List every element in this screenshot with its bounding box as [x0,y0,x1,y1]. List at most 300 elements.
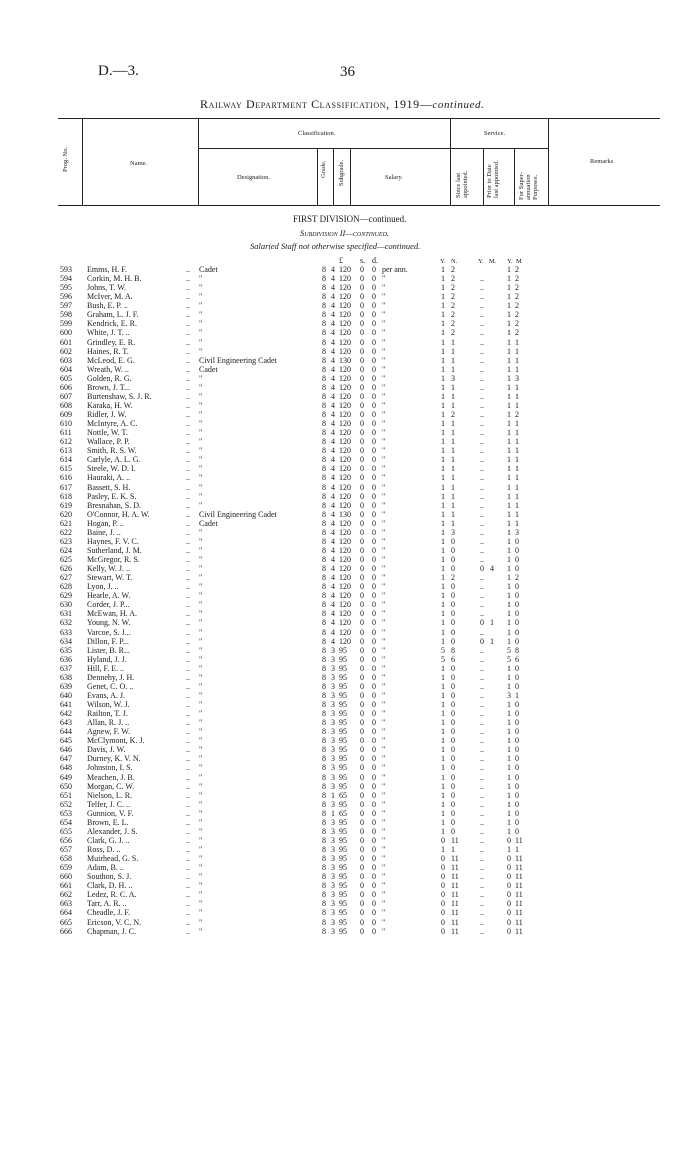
cell-prior-years: .. [480,437,484,447]
cell-prog-no: 639 [60,681,72,691]
cell-name: Nielson, L. R. [87,790,133,800]
cell-salary-shillings: 0 [360,591,364,601]
cell-salary-shillings: 0 [360,772,364,782]
cell-salary-period: " [382,391,386,401]
cell-subgrade: 4 [331,355,335,365]
table-row [60,274,660,283]
cell-salary-pounds: 120 [339,410,351,419]
cell-prior-years: .. [480,455,484,465]
cell-prior-years: .. [480,600,484,610]
cell-prog-no: 622 [60,527,72,537]
cell-grade: 8 [322,926,326,936]
cell-super-months: 2 [515,410,519,419]
cell-subgrade: 3 [331,863,335,873]
cell-grade: 8 [322,419,326,429]
cell-since-months: 0 [451,763,455,773]
cell-designation: " [199,410,203,419]
leader-dots: .. [186,645,190,655]
cell-salary-pounds: 95 [339,745,347,755]
leader-dots: .. [186,428,190,438]
cell-super-years: 1 [507,545,511,555]
cell-salary-shillings: 0 [360,283,364,293]
cell-salary-period: " [382,681,386,691]
cell-since-months: 1 [451,518,455,528]
cell-super-years: 3 [507,690,511,700]
cell-salary-pence: 0 [372,310,376,320]
cell-prior-years: .. [480,790,484,800]
cell-since-years: 1 [441,292,445,302]
cell-subgrade: 3 [331,926,335,936]
cell-grade: 8 [322,817,326,827]
cell-designation: Cadet [199,265,218,274]
cell-prior-years: .. [480,428,484,438]
leader-dots: .. [186,337,190,347]
cell-super-years: 1 [507,373,511,383]
cell-super-years: 1 [507,745,511,755]
cell-prog-no: 624 [60,545,72,555]
cell-grade: 8 [322,337,326,347]
cell-super-months: 1 [515,400,519,410]
cell-salary-pounds: 120 [339,419,351,429]
cell-salary-period: " [382,781,386,791]
cell-since-years: 1 [441,446,445,456]
cell-since-years: 1 [441,555,445,564]
table-row [60,383,660,392]
cell-super-years: 1 [507,790,511,800]
cell-salary-pence: 0 [372,346,376,356]
cell-name: Morgan, C. W. [87,781,135,791]
cell-grade: 8 [322,455,326,465]
cell-designation: " [199,373,203,383]
table-row [60,428,660,437]
cell-salary-period: " [382,863,386,873]
cell-super-months: 0 [515,718,519,728]
cell-salary-shillings: 0 [360,509,364,519]
cell-salary-pence: 0 [372,863,376,873]
cell-prog-no: 642 [60,709,72,719]
cell-since-months: 11 [451,881,459,891]
cell-salary-period: " [382,373,386,383]
cell-since-years: 1 [441,845,445,854]
cell-designation: " [199,455,203,465]
cell-subgrade: 4 [331,301,335,311]
leader-dots: .. [186,301,190,311]
cell-subgrade: 4 [331,283,335,293]
cell-super-months: 0 [515,536,519,546]
cell-prog-no: 641 [60,700,72,709]
cell-since-years: 1 [441,500,445,510]
cell-designation: " [199,754,203,764]
header-since-last: Since last appointed. [455,170,469,198]
cell-since-months: 0 [451,700,455,709]
cell-super-months: 8 [515,645,519,655]
cell-name: Ridler, J. W. [87,410,127,419]
cell-grade: 8 [322,636,326,646]
leader-dots: .. [186,618,190,628]
cell-grade: 8 [322,364,326,374]
cell-grade: 8 [322,863,326,873]
cell-salary-shillings: 0 [360,672,364,682]
cell-grade: 8 [322,672,326,682]
cell-subgrade: 4 [331,500,335,510]
cell-salary-pounds: 120 [339,400,351,410]
cell-salary-period: " [382,355,386,365]
cell-super-months: 1 [515,419,519,429]
cell-prog-no: 595 [60,283,72,293]
cell-prior-years: .. [480,745,484,755]
cell-subgrade: 4 [331,419,335,429]
cell-salary-shillings: 0 [360,391,364,401]
cell-subgrade: 4 [331,410,335,419]
unit-m3: M [516,258,522,265]
cell-since-months: 11 [451,872,459,882]
cell-salary-period: " [382,700,386,709]
cell-name: Haines, R. T. [87,346,129,356]
cell-salary-period: " [382,790,386,800]
table-row [60,374,660,383]
cell-salary-shillings: 0 [360,781,364,791]
cell-since-years: 1 [441,491,445,501]
cell-designation: " [199,745,203,755]
cell-salary-pounds: 95 [339,845,347,854]
cell-designation: " [199,736,203,746]
cell-grade: 8 [322,808,326,818]
cell-prior-months: 1 [490,618,494,628]
cell-since-years: 1 [441,663,445,673]
cell-name: Emms, H. F. [87,265,128,274]
cell-salary-shillings: 0 [360,636,364,646]
cell-since-years: 1 [441,826,445,836]
cell-prior-years: .. [480,491,484,501]
cell-super-years: 0 [507,863,511,873]
cell-salary-shillings: 0 [360,500,364,510]
leader-dots: .. [186,609,190,619]
header-prog-no: Prog. No. [62,146,69,172]
leader-dots: .. [186,555,190,564]
cell-since-months: 11 [451,899,459,909]
cell-designation: " [199,573,203,583]
cell-salary-pence: 0 [372,373,376,383]
cell-name: Cheadle, J. F. [87,908,131,918]
cell-prior-years: .. [480,545,484,555]
cell-designation: " [199,781,203,791]
cell-designation: Cadet [199,518,218,528]
staff-table-body [60,265,660,936]
cell-salary-pence: 0 [372,854,376,864]
cell-salary-period: " [382,872,386,882]
header-designation: Designation. [237,174,271,181]
leader-dots: .. [186,582,190,592]
table-row [60,301,660,310]
cell-salary-period: " [382,328,386,338]
cell-prog-no: 660 [60,872,72,882]
cell-prior-years: .. [480,301,484,311]
cell-prior-years: .. [480,899,484,909]
cell-salary-pence: 0 [372,265,376,274]
cell-salary-pounds: 120 [339,536,351,546]
cell-salary-shillings: 0 [360,790,364,800]
cell-grade: 8 [322,437,326,447]
cell-salary-period: " [382,899,386,909]
cell-subgrade: 4 [331,400,335,410]
table-row [60,546,660,555]
cell-designation: " [199,872,203,882]
cell-grade: 8 [322,428,326,438]
cell-super-months: 1 [515,464,519,474]
cell-prior-years: .. [480,328,484,338]
cell-salary-pounds: 95 [339,899,347,909]
cell-grade: 8 [322,265,326,274]
cell-salary-period: " [382,382,386,392]
leader-dots: .. [186,482,190,492]
cell-name: Johnston, I. S. [87,763,133,773]
table-row [60,537,660,546]
cell-salary-period: " [382,881,386,891]
cell-since-years: 5 [441,654,445,664]
cell-super-years: 1 [507,826,511,836]
unit-pence: d. [372,256,378,265]
cell-designation: " [199,545,203,555]
cell-salary-pounds: 120 [339,600,351,610]
cell-prog-no: 655 [60,826,72,836]
cell-subgrade: 3 [331,690,335,700]
cell-prior-years: .. [480,373,484,383]
cell-prog-no: 601 [60,337,72,347]
cell-since-months: 1 [451,464,455,474]
cell-grade: 8 [322,355,326,365]
cell-salary-period: " [382,518,386,528]
cell-since-months: 11 [451,890,459,900]
cell-super-months: 2 [515,310,519,320]
cell-salary-period: " [382,817,386,827]
leader-dots: .. [186,817,190,827]
cell-salary-pounds: 95 [339,817,347,827]
cell-salary-shillings: 0 [360,428,364,438]
cell-salary-pence: 0 [372,473,376,483]
cell-salary-pounds: 130 [339,509,351,519]
table-row [60,927,660,936]
cell-salary-shillings: 0 [360,473,364,483]
leader-dots: .. [186,373,190,383]
cell-salary-pounds: 120 [339,573,351,583]
cell-super-years: 1 [507,509,511,519]
table-row [60,365,660,374]
cell-name: Wreath, W. .. [87,364,129,374]
cell-grade: 8 [322,908,326,918]
cell-grade: 8 [322,618,326,628]
cell-salary-pence: 0 [372,908,376,918]
cell-salary-shillings: 0 [360,464,364,474]
cell-salary-pence: 0 [372,564,376,574]
cell-salary-pence: 0 [372,446,376,456]
cell-name: Stewart, W. T. [87,573,133,583]
cell-prior-years: .. [480,446,484,456]
cell-subgrade: 4 [331,265,335,274]
cell-prog-no: 640 [60,690,72,700]
cell-salary-period: " [382,464,386,474]
cell-designation: " [199,555,203,564]
cell-super-months: 0 [515,727,519,737]
cell-super-years: 0 [507,890,511,900]
cell-salary-pence: 0 [372,410,376,419]
table-row [60,800,660,809]
cell-prog-no: 657 [60,845,72,854]
leader-dots: .. [186,391,190,401]
cell-designation: " [199,527,203,537]
cell-salary-pounds: 120 [339,473,351,483]
cell-designation: " [199,292,203,302]
cell-prog-no: 628 [60,582,72,592]
table-row [60,401,660,410]
cell-super-years: 1 [507,772,511,782]
table-row [60,392,660,401]
cell-name: Bresnahan, S. D. [87,500,141,510]
cell-salary-pounds: 120 [339,310,351,320]
cell-name: Hogan, P. .. [87,518,124,528]
cell-super-months: 0 [515,609,519,619]
cell-salary-period: " [382,455,386,465]
cell-salary-period: " [382,428,386,438]
cell-salary-pence: 0 [372,400,376,410]
cell-salary-pence: 0 [372,645,376,655]
cell-subgrade: 4 [331,437,335,447]
cell-name: Grindley, E. R. [87,337,136,347]
cell-name: McLeod, E. G. [87,355,135,365]
cell-salary-period: " [382,591,386,601]
cell-designation: " [199,817,203,827]
table-row [60,618,660,627]
cell-prior-years: .. [480,627,484,637]
cell-subgrade: 3 [331,826,335,836]
cell-since-months: 0 [451,727,455,737]
cell-salary-pounds: 120 [339,545,351,555]
cell-subgrade: 4 [331,464,335,474]
cell-super-years: 1 [507,636,511,646]
cell-subgrade: 3 [331,754,335,764]
cell-salary-pence: 0 [372,700,376,709]
cell-salary-pounds: 95 [339,926,347,936]
cell-since-years: 5 [441,645,445,655]
cell-subgrade: 4 [331,491,335,501]
leader-dots: .. [186,908,190,918]
cell-salary-shillings: 0 [360,419,364,429]
table-row [60,718,660,727]
cell-name: Chapman, J. C. [87,926,137,936]
cell-salary-period: " [382,709,386,719]
cell-super-years: 1 [507,618,511,628]
cell-salary-shillings: 0 [360,718,364,728]
cell-salary-period: per ann. [382,265,408,274]
cell-designation: " [199,464,203,474]
cell-salary-pounds: 120 [339,265,351,274]
cell-salary-pounds: 120 [339,437,351,447]
cell-prior-years: .. [480,727,484,737]
cell-designation: " [199,881,203,891]
cell-subgrade: 4 [331,274,335,284]
cell-designation: " [199,799,203,809]
cell-subgrade: 4 [331,545,335,555]
unit-shillings: s. [360,256,366,265]
cell-prog-no: 621 [60,518,72,528]
cell-super-months: 1 [515,690,519,700]
cell-name: Lister, B. R... [87,645,131,655]
cell-salary-shillings: 0 [360,890,364,900]
leader-dots: .. [186,681,190,691]
cell-super-months: 0 [515,817,519,827]
cell-salary-pounds: 120 [339,428,351,438]
cell-since-months: 0 [451,709,455,719]
cell-name: White, J. T. .. [87,328,130,338]
cell-designation: " [199,473,203,483]
cell-grade: 8 [322,772,326,782]
cell-super-months: 0 [515,781,519,791]
cell-grade: 8 [322,700,326,709]
cell-prior-years: .. [480,609,484,619]
cell-since-months: 0 [451,545,455,555]
cell-since-months: 0 [451,672,455,682]
subdivision-heading: Subdivision II—continued. [300,228,390,238]
cell-super-months: 0 [515,826,519,836]
cell-super-years: 1 [507,437,511,447]
cell-salary-period: " [382,410,386,419]
cell-salary-shillings: 0 [360,700,364,709]
cell-since-years: 0 [441,890,445,900]
cell-super-years: 1 [507,473,511,483]
cell-salary-pounds: 120 [339,627,351,637]
cell-prior-years: .. [480,500,484,510]
cell-grade: 8 [322,854,326,864]
cell-salary-pounds: 120 [339,464,351,474]
cell-salary-shillings: 0 [360,908,364,918]
cell-name: Telfer, J. C. .. [87,799,131,809]
cell-name: Graham, L. J. F. [87,310,139,320]
cell-super-months: 0 [515,555,519,564]
cell-super-years: 1 [507,718,511,728]
cell-since-years: 1 [441,382,445,392]
cell-salary-pounds: 120 [339,491,351,501]
cell-salary-shillings: 0 [360,536,364,546]
table-row [60,483,660,492]
table-row [60,528,660,537]
unit-y3: Y. [507,258,513,265]
cell-salary-pence: 0 [372,690,376,700]
leader-dots: .. [186,790,190,800]
cell-salary-shillings: 0 [360,527,364,537]
cell-salary-period: " [382,808,386,818]
cell-salary-shillings: 0 [360,654,364,664]
cell-prior-years: .. [480,292,484,302]
cell-designation: " [199,609,203,619]
table-row [60,356,660,365]
cell-super-months: 2 [515,292,519,302]
cell-prog-no: 629 [60,591,72,601]
table-row [60,582,660,591]
cell-grade: 8 [322,482,326,492]
cell-salary-pounds: 120 [339,373,351,383]
cell-grade: 8 [322,283,326,293]
cell-since-years: 1 [441,582,445,592]
cell-designation: " [199,709,203,719]
cell-salary-pounds: 120 [339,555,351,564]
division-heading: FIRST DIVISION—continued. [293,214,407,224]
cell-prior-years: .. [480,754,484,764]
cell-salary-pence: 0 [372,591,376,601]
cell-super-months: 1 [515,391,519,401]
cell-since-months: 1 [451,346,455,356]
leader-dots: .. [186,500,190,510]
cell-salary-shillings: 0 [360,709,364,719]
cell-salary-pounds: 95 [339,863,347,873]
